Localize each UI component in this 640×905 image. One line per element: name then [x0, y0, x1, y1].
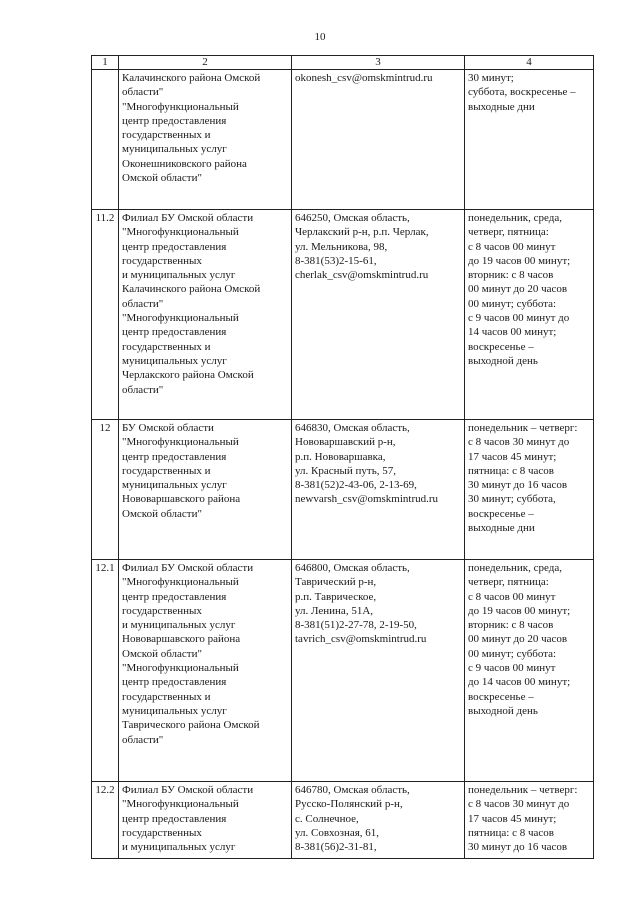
working-hours-line: с 8 часов 30 минут до — [468, 798, 570, 811]
organization-name-line: центр предоставления — [122, 326, 227, 339]
address-line: tavrich_csv@omskmintrud.ru — [295, 633, 427, 646]
address-cell — [292, 560, 465, 782]
organization-name-line: Филиал БУ Омской области — [122, 212, 254, 224]
address-cell — [292, 420, 465, 560]
address-line: с. Солнечное, — [295, 812, 359, 825]
organization-name-line: области" — [122, 733, 164, 746]
working-hours-line: выходные дни — [468, 100, 535, 113]
working-hours-line: воскресенье – — [468, 690, 534, 703]
address-line: 8-381(51)2-27-78, 2-19-50, — [295, 619, 417, 632]
organization-name-line: Калачинского района Омской — [122, 72, 261, 84]
organization-name-line: Калачинского района Омской — [122, 283, 261, 296]
organization-name-line: "Многофункциональный — [122, 312, 239, 325]
working-hours-cell — [465, 782, 594, 859]
working-hours-line: 00 минут до 20 часов — [468, 283, 568, 296]
working-hours-line: 30 минут до 16 часов — [468, 479, 568, 492]
row-number: 11.2 — [92, 210, 119, 420]
address-line: 8-381(53)2-15-61, — [295, 254, 377, 267]
organization-name-line: государственных и — [122, 129, 211, 142]
organization-name-line: "Многофункциональный — [122, 798, 239, 811]
organization-name-line: Филиал БУ Омской области — [122, 784, 254, 796]
working-hours-line: до 19 часов 00 минут; — [468, 254, 571, 267]
organization-name-line: области" — [122, 86, 164, 99]
header-col-4: 4 — [465, 56, 594, 70]
header-col-3: 3 — [292, 56, 465, 70]
working-hours-line: понедельник, среда, — [468, 212, 562, 224]
row-number: 12.1 — [92, 560, 119, 782]
organization-name-line: "Многофункциональный — [122, 436, 239, 449]
working-hours-line: вторник: с 8 часов — [468, 269, 554, 282]
organization-name-line: "Многофункциональный — [122, 576, 239, 589]
address-line: Таврический р-н, — [295, 576, 377, 589]
organization-name-line: государственных и — [122, 464, 211, 477]
organization-name-line: Оконешниковского района — [122, 157, 247, 170]
address-line: 8-381(56)2-31-81, — [295, 841, 377, 854]
organization-name-line: Филиал БУ Омской области — [122, 562, 254, 574]
organization-name-line: Черлакского района Омской — [122, 369, 254, 382]
organization-name-line: государственных — [122, 254, 202, 267]
address-line: ул. Мельникова, 98, — [295, 240, 388, 253]
organization-name-line: и муниципальных услуг — [122, 619, 236, 632]
working-hours-line: с 8 часов 00 минут — [468, 240, 556, 253]
organization-name-line: Таврического района Омской — [122, 719, 260, 732]
address-line: р.п. Нововаршавка, — [295, 450, 386, 463]
organization-name-line: муниципальных услуг — [122, 354, 227, 367]
working-hours-line: понедельник – четверг: — [468, 784, 578, 796]
address-line: Нововаршавский р-н, — [295, 436, 396, 449]
organization-name-line: центр предоставления — [122, 676, 227, 689]
organization-name-line: и муниципальных услуг — [122, 841, 236, 854]
header-col-2: 2 — [119, 56, 292, 70]
working-hours-line: 17 часов 45 минут; — [468, 450, 557, 463]
organization-name-line: муниципальных услуг — [122, 704, 227, 717]
organization-name-line: области" — [122, 297, 164, 310]
working-hours-line: с 9 часов 00 минут до — [468, 312, 570, 325]
organization-name-line: центр предоставления — [122, 240, 227, 253]
organization-name-line: центр предоставления — [122, 450, 227, 463]
organization-name-line: области" — [122, 383, 164, 396]
organization-name-line: государственных — [122, 826, 202, 839]
working-hours-line: 00 минут; суббота: — [468, 297, 557, 310]
working-hours-line: суббота, воскресенье – — [468, 86, 576, 99]
working-hours-line: с 9 часов 00 минут — [468, 662, 556, 675]
address-line: okonesh_csv@omskmintrud.ru — [295, 72, 433, 84]
working-hours-line: выходной день — [468, 354, 538, 367]
organization-name-line: Омской области" — [122, 172, 202, 185]
table-header-row — [92, 56, 594, 70]
organization-name-cell — [119, 210, 292, 420]
address-line: 8-381(52)2-43-06, 2-13-69, — [295, 479, 417, 492]
organization-name-cell — [119, 420, 292, 560]
table-row — [92, 420, 594, 560]
working-hours-line: с 8 часов 30 минут до — [468, 436, 570, 449]
address-line: 646780, Омская область, — [295, 784, 410, 796]
working-hours-cell — [465, 560, 594, 782]
organization-name-line: центр предоставления — [122, 812, 227, 825]
address-line: р.п. Таврическое, — [295, 590, 377, 603]
address-cell — [292, 782, 465, 859]
working-hours-line: 14 часов 00 минут; — [468, 326, 557, 339]
table-row — [92, 210, 594, 420]
organization-name-line: БУ Омской области — [122, 422, 214, 434]
header-col-1: 1 — [92, 56, 119, 70]
organization-name-line: Омской области" — [122, 647, 202, 660]
organization-name-line: "Многофункциональный — [122, 100, 239, 113]
working-hours-line: 30 минут до 16 часов — [468, 841, 568, 854]
working-hours-line: выходные дни — [468, 522, 535, 535]
organization-name-line: центр предоставления — [122, 114, 227, 127]
working-hours-line: 30 минут; суббота, — [468, 493, 556, 506]
working-hours-line: 00 минут до 20 часов — [468, 633, 568, 646]
address-line: ул. Совхозная, 61, — [295, 826, 380, 839]
working-hours-line: до 19 часов 00 минут; — [468, 604, 571, 617]
organization-name-line: "Многофункциональный — [122, 226, 239, 239]
address-line: 646800, Омская область, — [295, 562, 410, 574]
row-number: 12.2 — [92, 782, 119, 859]
organization-name-line: муниципальных услуг — [122, 143, 227, 156]
working-hours-line: понедельник, среда, — [468, 562, 562, 574]
organization-name-line: и муниципальных услуг — [122, 269, 236, 282]
organization-name-line: центр предоставления — [122, 590, 227, 603]
working-hours-line: 17 часов 45 минут; — [468, 812, 557, 825]
working-hours-line: 30 минут; — [468, 72, 514, 84]
working-hours-line: четверг, пятница: — [468, 226, 549, 239]
table-row — [92, 560, 594, 782]
table-row — [92, 70, 594, 210]
organization-name-line: государственных и — [122, 690, 211, 703]
organization-name-line: Омской области" — [122, 507, 202, 520]
working-hours-line: воскресенье – — [468, 507, 534, 520]
working-hours-line: пятница: с 8 часов — [468, 464, 554, 477]
working-hours-cell — [465, 420, 594, 560]
organization-name-line: муниципальных услуг — [122, 479, 227, 492]
working-hours-line: пятница: с 8 часов — [468, 826, 554, 839]
working-hours-line: понедельник – четверг: — [468, 422, 578, 434]
address-line: Русско-Полянский р-н, — [295, 798, 403, 811]
organization-name-cell — [119, 560, 292, 782]
row-number — [92, 70, 119, 210]
organization-name-line: "Многофункциональный — [122, 662, 239, 675]
address-line: cherlak_csv@omskmintrud.ru — [295, 269, 429, 282]
working-hours-line: 00 минут; суббота: — [468, 647, 557, 660]
page-number: 10 — [314, 31, 326, 43]
organization-name-line: государственных — [122, 604, 202, 617]
organization-name-cell — [119, 782, 292, 859]
address-line: ул. Красный путь, 57, — [295, 464, 396, 477]
address-cell — [292, 210, 465, 420]
working-hours-line: с 8 часов 00 минут — [468, 590, 556, 603]
working-hours-line: вторник: с 8 часов — [468, 619, 554, 632]
address-line: newvarsh_csv@omskmintrud.ru — [295, 493, 439, 506]
working-hours-line: воскресенье – — [468, 340, 534, 353]
working-hours-cell — [465, 70, 594, 210]
organization-name-line: Нововаршавского района — [122, 633, 241, 646]
table-row — [92, 782, 594, 859]
organization-name-line: государственных и — [122, 340, 211, 353]
working-hours-cell — [465, 210, 594, 420]
address-line: ул. Ленина, 51А, — [295, 604, 374, 617]
organization-name-line: Нововаршавского района — [122, 493, 241, 506]
working-hours-line: выходной день — [468, 704, 538, 717]
address-line: Черлакский р-н, р.п. Черлак, — [295, 226, 429, 239]
working-hours-line: четверг, пятница: — [468, 576, 549, 589]
address-line: 646830, Омская область, — [295, 422, 410, 434]
row-number: 12 — [92, 420, 119, 560]
organization-name-cell — [119, 70, 292, 210]
address-line: 646250, Омская область, — [295, 212, 410, 224]
working-hours-line: до 14 часов 00 минут; — [468, 676, 571, 689]
address-cell — [292, 70, 465, 210]
branches-table — [91, 55, 594, 859]
